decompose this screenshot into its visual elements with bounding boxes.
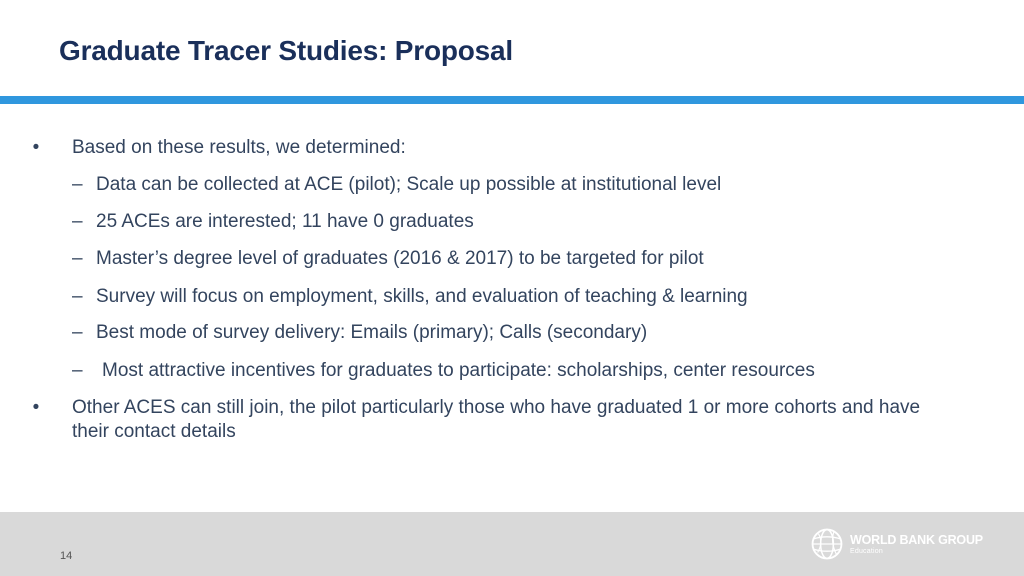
sub-bullet-text: Survey will focus on employment, skills, and evaluation of teaching & learning bbox=[96, 286, 748, 307]
sub-bullet-text: Best mode of survey delivery: Emails (primary); Calls (secondary) bbox=[96, 322, 648, 343]
logo-name: WORLD BANK GROUP bbox=[850, 532, 983, 547]
sub-bullet-marker: – bbox=[72, 174, 83, 195]
logo-wordmark bbox=[850, 533, 983, 556]
logo-subtitle: Education bbox=[850, 547, 883, 555]
slide-title: Graduate Tracer Studies: Proposal bbox=[59, 35, 513, 66]
bullet-text: Based on these results, we determined: bbox=[72, 137, 406, 158]
sub-bullet-marker: – bbox=[72, 286, 83, 307]
sub-bullet-text: Master’s degree level of graduates (2016 & 2017) to be targeted for pilot bbox=[96, 248, 704, 269]
bullet-text: Other ACES can still join, the pilot particularly those who have graduated 1 or more cohorts and have their contact details bbox=[72, 397, 921, 442]
sub-bullet-marker: – bbox=[72, 248, 83, 269]
bullet-marker: • bbox=[32, 137, 40, 158]
globe-icon bbox=[810, 527, 844, 561]
sub-bullet-text: 25 ACEs are interested; 11 have 0 graduates bbox=[96, 211, 474, 232]
world-bank-group-logo bbox=[810, 526, 983, 562]
sub-bullet-text: Data can be collected at ACE (pilot); Scale up possible at institutional level bbox=[96, 174, 722, 195]
sub-bullet-marker: – bbox=[72, 360, 83, 381]
sub-bullet-marker: – bbox=[72, 211, 83, 232]
bullet-marker: • bbox=[32, 397, 40, 418]
sub-bullet-marker: – bbox=[72, 322, 83, 343]
sub-bullet-text: Most attractive incentives for graduates to participate: scholarships, center resources bbox=[102, 360, 815, 381]
page-number: 14 bbox=[60, 550, 73, 562]
